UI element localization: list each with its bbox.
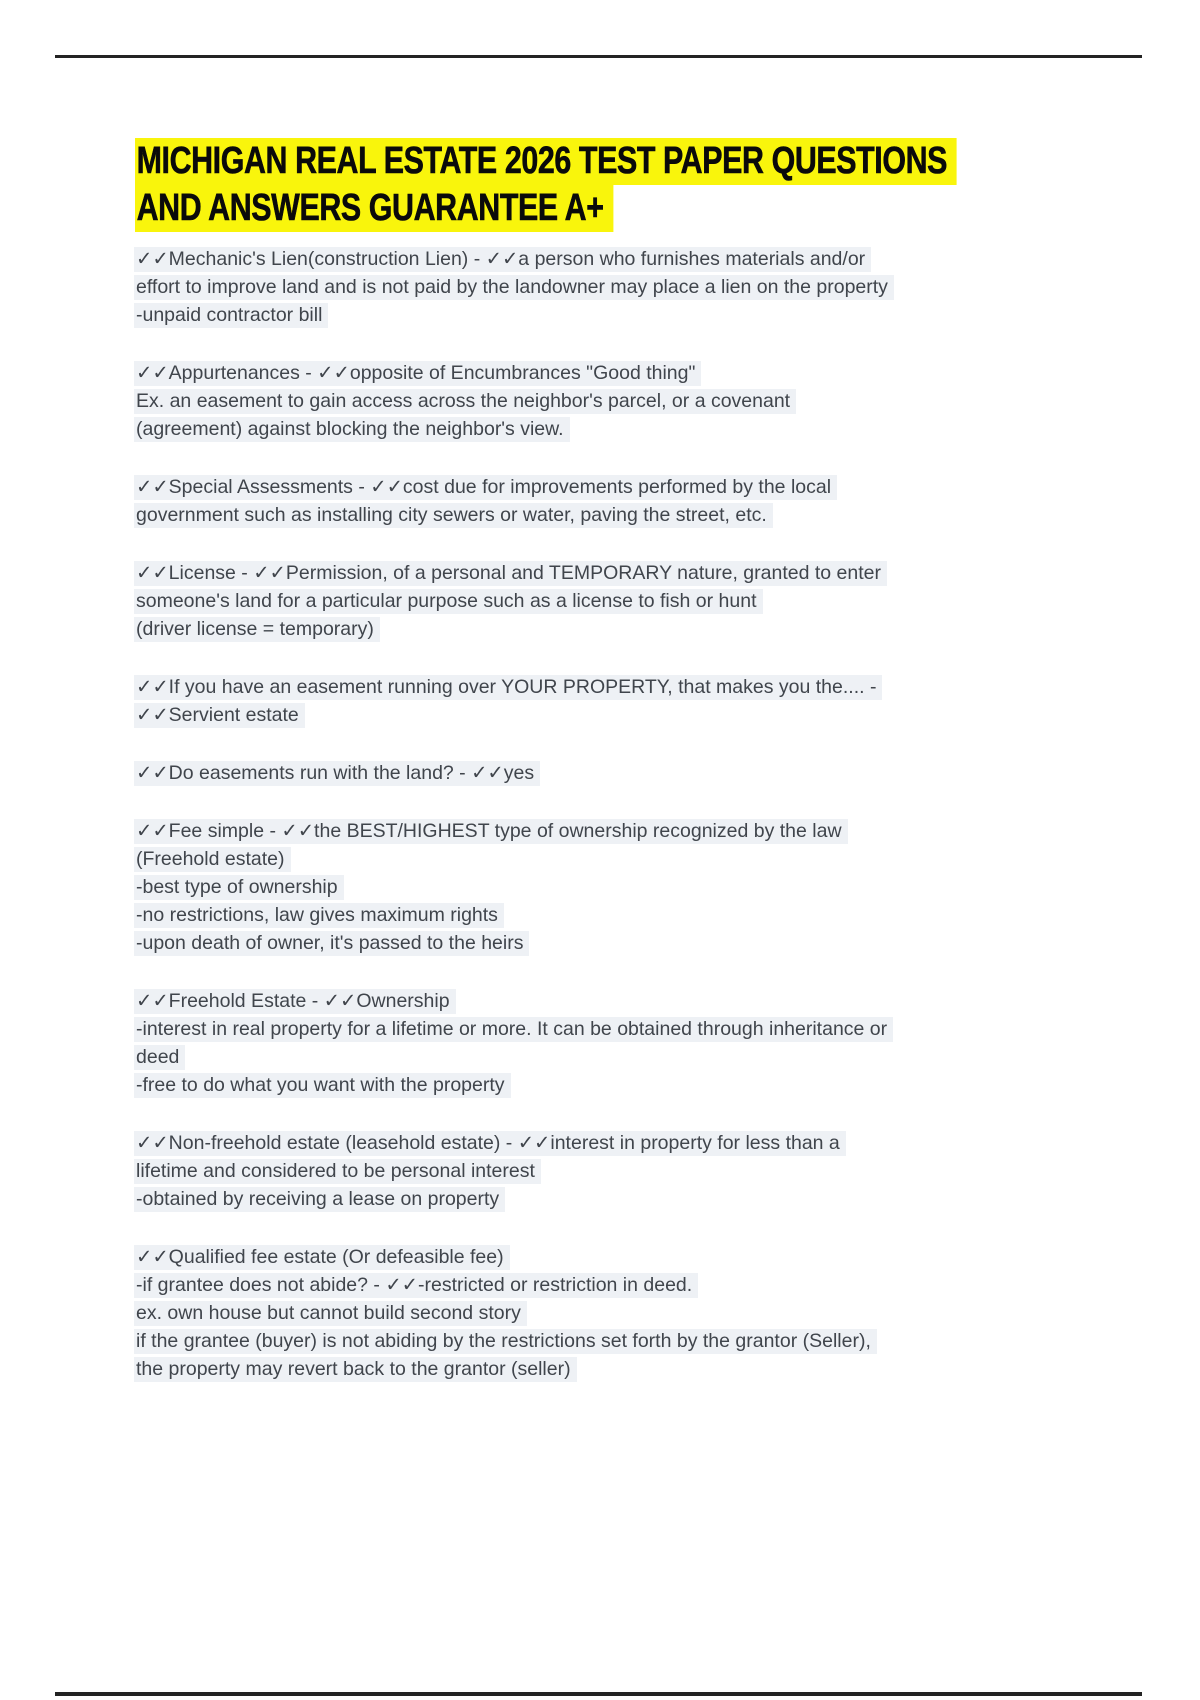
text-line-highlight: if the grantee (buyer) is not abiding by the restrictions set forth by the grantor (Seller), <box>134 1329 877 1354</box>
text-line-highlight: lifetime and considered to be personal interest <box>134 1159 541 1184</box>
text-line <box>134 1158 1134 1186</box>
text-line-highlight: ✓✓Fee simple - ✓✓the BEST/HIGHEST type of ownership recognized by the law <box>134 819 848 844</box>
text-line-highlight: ex. own house but cannot build second story <box>134 1301 527 1326</box>
text-line <box>134 1186 1134 1214</box>
text-line <box>134 1072 1134 1100</box>
text-line-highlight: Ex. an easement to gain access across the neighbor's parcel, or a covenant <box>134 389 796 414</box>
text-line-highlight: (Freehold estate) <box>134 847 291 872</box>
page-title <box>135 138 1162 232</box>
text-line-highlight: deed <box>134 1045 185 1070</box>
text-line-highlight: government such as installing city sewers or water, paving the street, etc. <box>134 503 773 528</box>
text-line <box>134 1328 1134 1356</box>
text-line-highlight: -interest in real property for a lifetime or more. It can be obtained through inheritance or <box>134 1017 893 1042</box>
text-line <box>134 818 1134 846</box>
document-body <box>134 246 1134 1414</box>
text-line-highlight: someone's land for a particular purpose such as a license to fish or hunt <box>134 589 763 614</box>
text-line <box>134 416 1134 444</box>
text-line <box>134 302 1134 330</box>
title-line <box>135 185 1162 232</box>
text-line <box>134 902 1134 930</box>
text-line <box>134 1044 1134 1072</box>
text-line-highlight: ✓✓Special Assessments - ✓✓cost due for improvements performed by the local <box>134 475 837 500</box>
text-line-highlight: -best type of ownership <box>134 875 344 900</box>
text-line <box>134 1272 1134 1300</box>
text-line <box>134 674 1134 702</box>
qa-paragraph <box>134 988 1134 1100</box>
text-line-highlight: -free to do what you want with the property <box>134 1073 511 1098</box>
text-line-highlight: -obtained by receiving a lease on property <box>134 1187 505 1212</box>
qa-paragraph <box>134 1130 1134 1214</box>
text-line <box>134 246 1134 274</box>
text-line-highlight: ✓✓Do easements run with the land? - ✓✓yes <box>134 761 540 786</box>
text-line-highlight: -unpaid contractor bill <box>134 303 328 328</box>
qa-paragraph <box>134 674 1134 730</box>
title-line-text: AND ANSWERS GUARANTEE A+ <box>135 185 613 232</box>
text-line <box>134 560 1134 588</box>
text-line <box>134 388 1134 416</box>
text-line <box>134 502 1134 530</box>
text-line-highlight: (agreement) against blocking the neighbor's view. <box>134 417 570 442</box>
text-line <box>134 1016 1134 1044</box>
text-line-highlight: ✓✓If you have an easement running over YOUR PROPERTY, that makes you the.... - <box>134 675 882 700</box>
text-line <box>134 930 1134 958</box>
title-line-text: MICHIGAN REAL ESTATE 2026 TEST PAPER QUESTIONS <box>135 138 957 185</box>
qa-paragraph <box>134 760 1134 788</box>
text-line <box>134 874 1134 902</box>
text-line <box>134 616 1134 644</box>
qa-paragraph <box>134 360 1134 444</box>
text-line-highlight: effort to improve land and is not paid by the landowner may place a lien on the property <box>134 275 894 300</box>
text-line <box>134 1356 1134 1384</box>
text-line <box>134 274 1134 302</box>
text-line <box>134 474 1134 502</box>
qa-paragraph <box>134 560 1134 644</box>
text-line <box>134 360 1134 388</box>
text-line <box>134 1300 1134 1328</box>
text-line <box>134 1244 1134 1272</box>
text-line-highlight: ✓✓License - ✓✓Permission, of a personal and TEMPORARY nature, granted to enter <box>134 561 887 586</box>
text-line <box>134 846 1134 874</box>
header-rule <box>55 55 1142 58</box>
text-line-highlight: -no restrictions, law gives maximum rights <box>134 903 504 928</box>
text-line <box>134 760 1134 788</box>
qa-paragraph <box>134 246 1134 330</box>
text-line <box>134 1130 1134 1158</box>
text-line-highlight: ✓✓Qualified fee estate (Or defeasible fee) <box>134 1245 510 1270</box>
text-line-highlight: ✓✓Servient estate <box>134 703 305 728</box>
text-line-highlight: -if grantee does not abide? - ✓✓-restricted or restriction in deed. <box>134 1273 698 1298</box>
text-line-highlight: the property may revert back to the grantor (seller) <box>134 1357 577 1382</box>
text-line-highlight: ✓✓Non-freehold estate (leasehold estate) - ✓✓interest in property for less than a <box>134 1131 846 1156</box>
title-line <box>135 138 1162 185</box>
qa-paragraph <box>134 818 1134 958</box>
text-line-highlight: ✓✓Appurtenances - ✓✓opposite of Encumbrances "Good thing" <box>134 361 701 386</box>
text-line-highlight: ✓✓Mechanic's Lien(construction Lien) - ✓✓a person who furnishes materials and/or <box>134 247 871 272</box>
text-line <box>134 588 1134 616</box>
qa-paragraph <box>134 1244 1134 1384</box>
footer-rule <box>55 1692 1142 1696</box>
text-line-highlight: -upon death of owner, it's passed to the heirs <box>134 931 529 956</box>
text-line-highlight: ✓✓Freehold Estate - ✓✓Ownership <box>134 989 456 1014</box>
text-line-highlight: (driver license = temporary) <box>134 617 380 642</box>
text-line <box>134 988 1134 1016</box>
qa-paragraph <box>134 474 1134 530</box>
text-line <box>134 702 1134 730</box>
